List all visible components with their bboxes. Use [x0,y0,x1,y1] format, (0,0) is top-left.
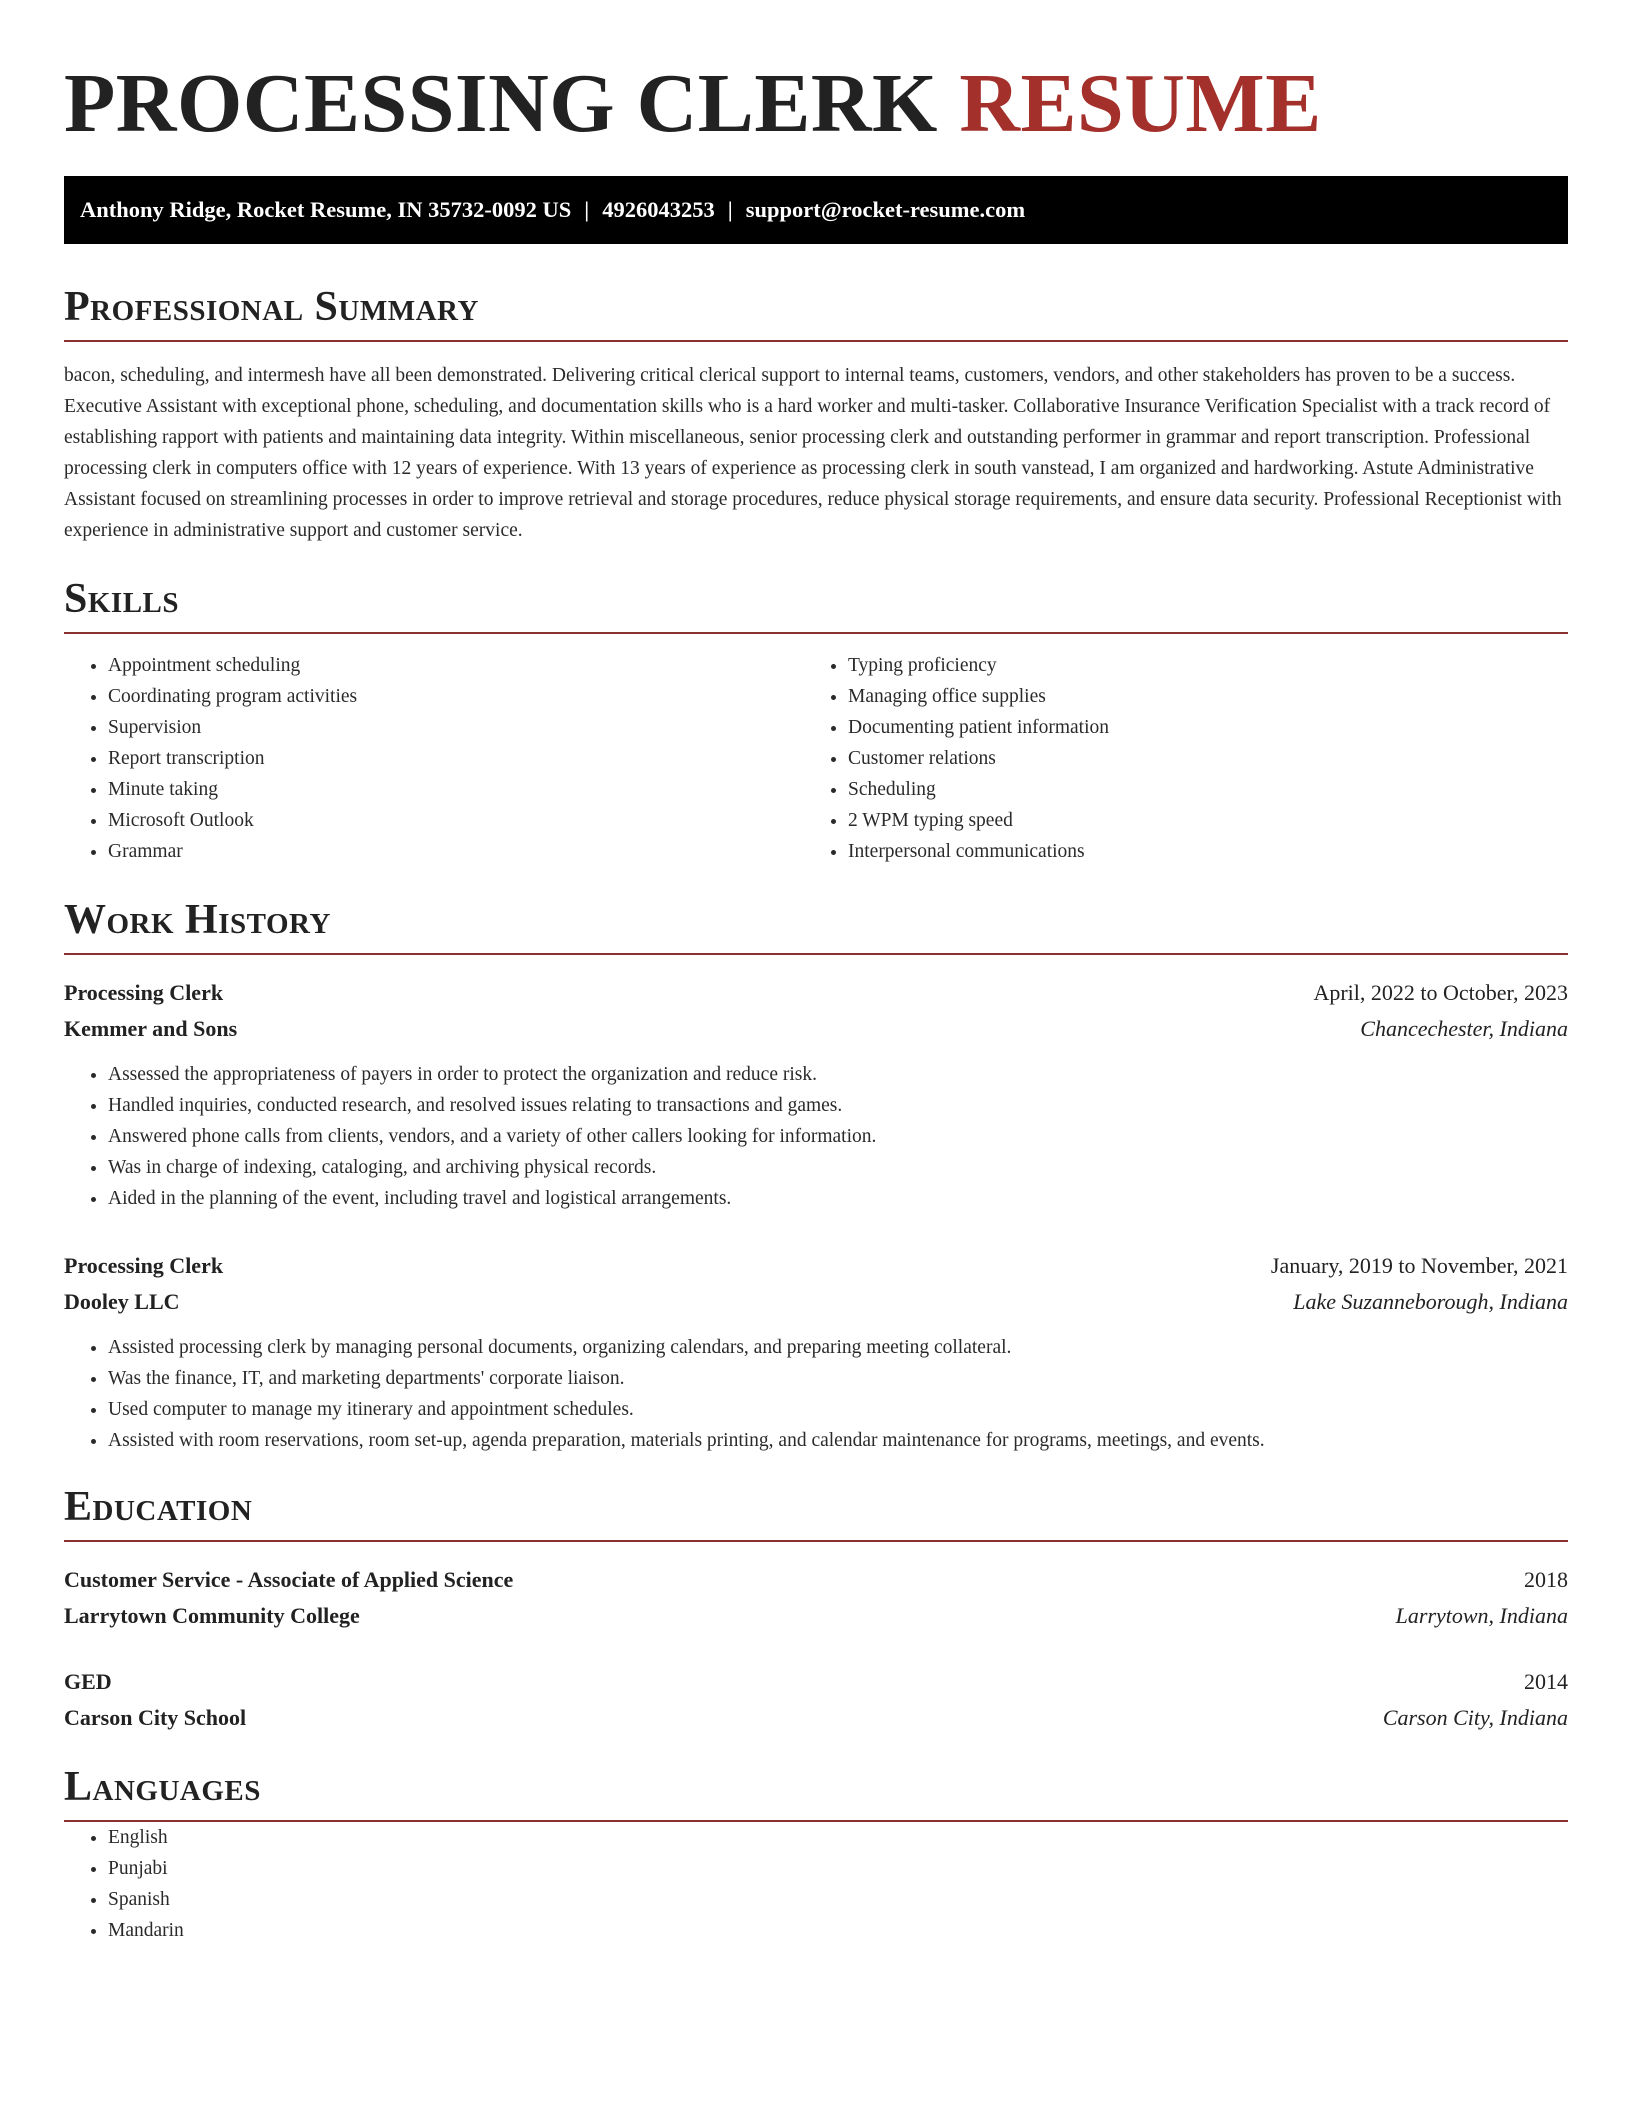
language-item: • Mandarin [108,1915,1568,1946]
job-company: Kemmer and Sons [64,1016,238,1041]
languages-heading: Languages [64,1762,1568,1822]
skill-item: • Scheduling [848,774,1556,805]
skill-item: • Supervision [108,712,804,743]
job-title: Processing Clerk [64,1253,224,1278]
education-school-row [64,1700,1568,1736]
skill-item: • Report transcription [108,743,804,774]
work-history-heading: Work History [64,895,1568,955]
job-duties-list [64,1332,1568,1456]
contact-address: Anthony Ridge, Rocket Resume, IN 35732-0092 US [80,197,572,222]
education-degree: Customer Service - Associate of Applied Science [64,1567,514,1592]
skill-item: • Microsoft Outlook [108,805,804,836]
title-main: PROCESSING CLERK [64,57,938,150]
skills-list-right [804,650,1556,867]
skills-column-right [804,650,1556,867]
contact-separator: | [584,197,590,222]
job-duty: • Assisted with room reservations, room set-up, agenda preparation, materials printing, and calendar maintenance for programs, meetings, and events. [108,1425,1568,1456]
education-degree: GED [64,1669,112,1694]
education-degree-row [64,1664,1568,1700]
job-entry [64,975,1568,1214]
job-company-row [64,1011,1568,1047]
contact-bar [64,176,1568,244]
skill-item: • Coordinating program activities [108,681,804,712]
job-entry [64,1248,1568,1456]
education-year: 2014 [1524,1669,1568,1694]
job-duties-list [64,1059,1568,1214]
skills-heading: Skills [64,574,1568,634]
job-duty: • Answered phone calls from clients, vendors, and a variety of other callers looking for information. [108,1121,1568,1152]
summary-heading: Professional Summary [64,282,1568,342]
job-dates: April, 2022 to October, 2023 [1313,980,1568,1005]
skill-item: • Customer relations [848,743,1556,774]
skills-column-left [64,650,804,867]
job-company-row [64,1284,1568,1320]
education-school: Larrytown Community College [64,1603,360,1628]
job-company: Dooley LLC [64,1289,180,1314]
job-header-row [64,1248,1568,1284]
education-heading: Education [64,1482,1568,1542]
education-year: 2018 [1524,1567,1568,1592]
job-duty: • Was the finance, IT, and marketing departments' corporate liaison. [108,1363,1568,1394]
skill-item: • Documenting patient information [848,712,1556,743]
language-item: • Punjabi [108,1853,1568,1884]
languages-list [64,1822,1568,1946]
job-duty: • Assessed the appropriateness of payers in order to protect the organization and reduce risk. [108,1059,1568,1090]
job-duty: • Aided in the planning of the event, including travel and logistical arrangements. [108,1183,1568,1214]
skill-item: • Minute taking [108,774,804,805]
skill-item: • Grammar [108,836,804,867]
resume-title [64,54,1568,154]
language-item: • Spanish [108,1884,1568,1915]
job-duty: • Handled inquiries, conducted research, and resolved issues relating to transactions and games. [108,1090,1568,1121]
education-school-row [64,1598,1568,1634]
skills-list-left [64,650,804,867]
language-item: • English [108,1822,1568,1853]
skills-grid [64,650,1568,867]
job-title: Processing Clerk [64,980,224,1005]
skill-item: • Managing office supplies [848,681,1556,712]
skill-item: • 2 WPM typing speed [848,805,1556,836]
skill-item: • Interpersonal communications [848,836,1556,867]
contact-email[interactable]: support@rocket-resume.com [745,197,1026,222]
education-degree-row [64,1562,1568,1598]
job-header-row [64,975,1568,1011]
contact-separator: | [727,197,733,222]
title-accent: RESUME [959,57,1322,150]
job-location: Chancechester, Indiana [1360,1016,1568,1041]
skill-item: • Appointment scheduling [108,650,804,681]
job-duty: • Was in charge of indexing, cataloging, and archiving physical records. [108,1152,1568,1183]
skill-item: • Typing proficiency [848,650,1556,681]
job-dates: January, 2019 to November, 2021 [1270,1253,1568,1278]
summary-text: bacon, scheduling, and intermesh have all been demonstrated. Delivering critical clerical support to internal teams, customers, vendors, and other stakeholders has proven to be a success. Executive Assistant with exceptional phone, scheduling, and documentation skills who is a hard worker and multi-tasker. Collaborative Insurance Verification Specialist with a track record of establishing rapport with patients and maintaining data integrity. Within miscellaneous, senior processing clerk and outstanding performer in grammar and report transcription. Professional processing clerk in computers office with 12 years of experience. With 13 years of experience as processing clerk in south vanstead, I am organized and hardworking. Astute Administrative Assistant focused on streamlining processes in order to improve retrieval and storage procedures, reduce physical storage requirements, and ensure data security. Professional Receptionist with experience in administrative support and customer service. [64,365,1562,541]
education-entry [64,1562,1568,1634]
job-location: Lake Suzanneborough, Indiana [1293,1289,1568,1314]
education-location: Larrytown, Indiana [1395,1603,1568,1628]
job-duty: • Assisted processing clerk by managing personal documents, organizing calendars, and preparing meeting collateral. [108,1332,1568,1363]
job-duty: • Used computer to manage my itinerary and appointment schedules. [108,1394,1568,1425]
contact-phone: 4926043253 [602,197,715,222]
education-location: Carson City, Indiana [1382,1705,1568,1730]
education-school: Carson City School [64,1705,247,1730]
education-entry [64,1664,1568,1736]
